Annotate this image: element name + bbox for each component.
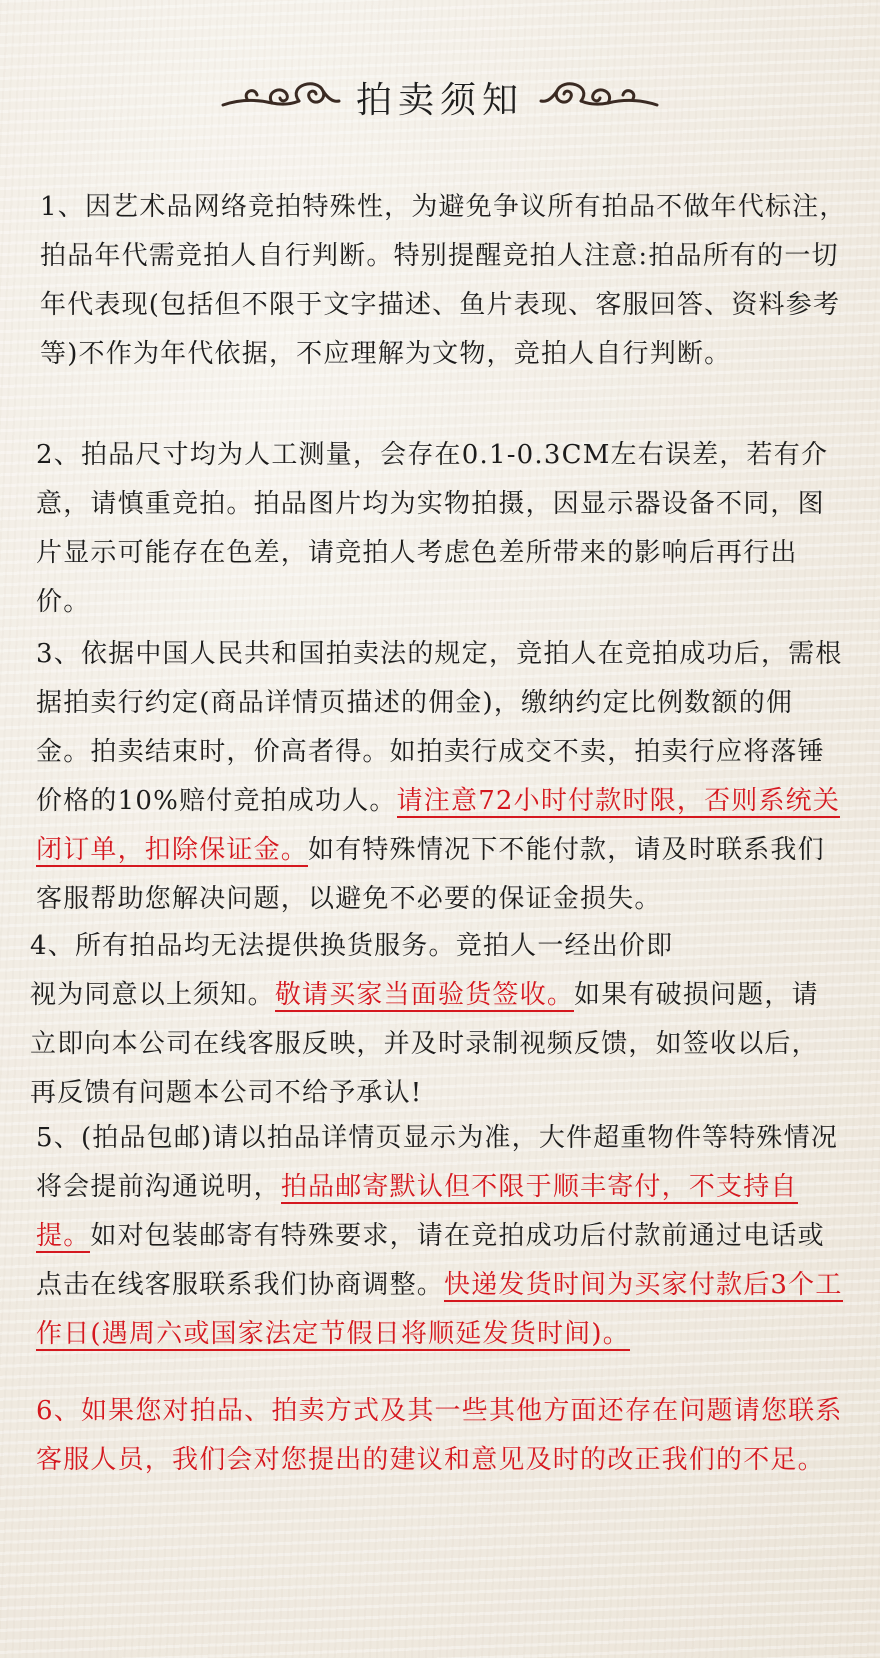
inspect-on-delivery-warning: 敬请买家当面验货签收。	[274, 980, 575, 1010]
notice-text-segment: 如有特殊情况下不能付款，请及时联系我们客服帮助您解决问题，以避免不必要的保证金损失。	[36, 835, 825, 914]
notice-text: 1、因艺术品网络竞拍特殊性，为避免争议所有拍品不做年代标注，拍品年代需竞拍人自行判断。特别提醒竞拍人注意:拍品所有的一切年代表现(包括但不限于文字描述、鱼片表现、客服回答、资料参考等)不作为年代依据，不应理解为文物，竞拍人自行判断。	[40, 192, 847, 369]
notice-text-segment: 如果有破损问题，请立即向本公司在线客服反映，并及时录制视频反馈，如签收以后，再反馈有问题本公司不给予承认!	[30, 980, 819, 1108]
page-header	[0, 62, 880, 132]
notice-item-5	[36, 1114, 846, 1359]
notice-item-4	[30, 922, 840, 1118]
notice-item-3	[36, 630, 846, 924]
notice-text-segment: 5、(拍品包邮)请以拍品详情页显示为准，大件超重物件等特殊情况将会提前沟通说明，	[36, 1123, 839, 1202]
notice-text-segment: 4、所有拍品均无法提供换货服务。竞拍人一经出价即	[30, 931, 674, 961]
shipping-time-warning: 快递发货时间为买家付款后3个工作日(遇周六或国家法定节假日将顺延发货时间)。	[36, 1270, 843, 1349]
notice-text	[30, 922, 840, 1118]
auspicious-cloud-icon	[217, 75, 342, 119]
notice-item-2	[36, 431, 846, 627]
shipping-method-warning: 拍品邮寄默认但不限于顺丰寄付，不支持自提。	[36, 1172, 798, 1251]
notice-text: 6、如果您对拍品、拍卖方式及其一些其他方面还存在问题请您联系客服人员，我们会对您提出的建议和意见及时的改正我们的不足。	[36, 1396, 843, 1475]
notice-text-segment: 3、依据中国人民共和国拍卖法的规定，竞拍人在竞拍成功后，需根据拍卖行约定(商品详情页描述的佣金)，缴纳约定比例数额的佣金。拍卖结束时，价高者得。如拍卖行成交不卖，拍卖行应将落锤价格的10%赔付竞拍成功人。	[36, 639, 843, 816]
notice-text: 2、拍品尺寸均为人工测量，会存在0.1-0.3CM左右误差，若有介意，请慎重竞拍。拍品图片均为实物拍摄，因显示器设备不同，图片显示可能存在色差，请竞拍人考虑色差所带来的影响后再行出价。	[36, 440, 829, 617]
notice-text	[36, 1114, 846, 1359]
auspicious-cloud-icon	[538, 75, 663, 119]
page-title: 拍卖须知	[355, 79, 524, 121]
payment-deadline-warning: 请注意72小时付款时限，否则系统关闭订单，扣除保证金。	[36, 786, 841, 865]
notice-text	[36, 630, 846, 924]
notice-text-segment: 如对包装邮寄有特殊要求，请在竞拍成功后付款前通过电话或点击在线客服联系我们协商调整。	[36, 1221, 825, 1300]
notice-item-6	[36, 1387, 846, 1485]
notice-text-segment: 视为同意以上须知。	[30, 980, 275, 1010]
notice-item-1	[40, 183, 850, 379]
